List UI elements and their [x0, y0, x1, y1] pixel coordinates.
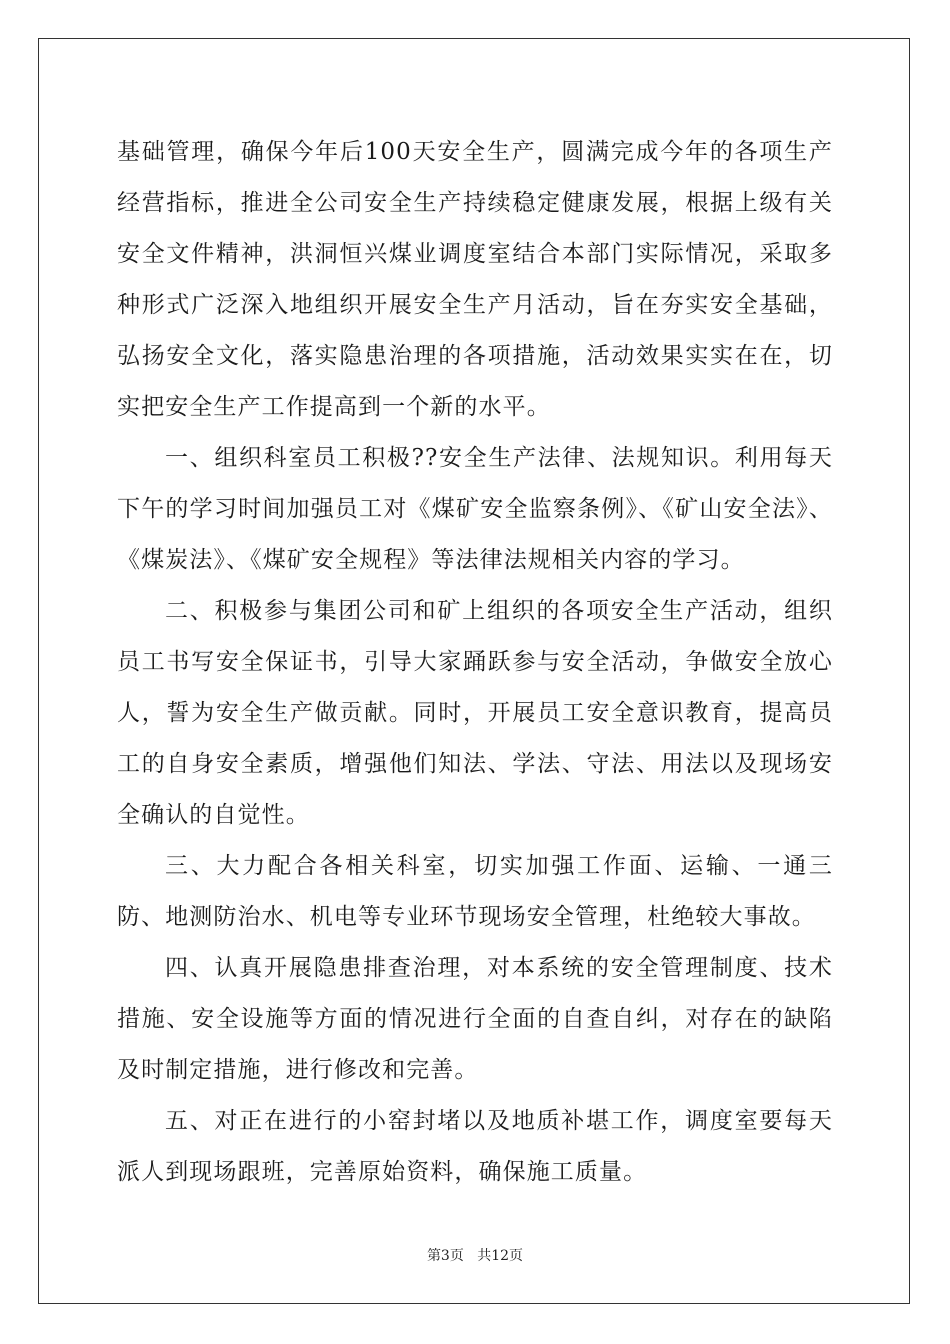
paragraph-6: 五、对正在进行的小窑封堵以及地质补堪工作，调度室要每天派人到现场跟班，完善原始资料，确保施工质量。: [117, 1108, 833, 1185]
total-pages: 共12页: [477, 1248, 524, 1264]
paragraph-3: 二、积极参与集团公司和矿上组织的各项安全生产活动，组织员工书写安全保证书，引导大家踊跃参与安全活动，争做安全放心人，誓为安全生产做贡献。同时，开展员工安全意识教育，提高员工的自身安全素质，增强他们知法、学法、守法、用法以及现场安全确认的自觉性。: [117, 598, 833, 828]
paragraph-1: 基础管理，确保今年后100天安全生产，圆满完成今年的各项生产经营指标，推进全公司安全生产持续稳定健康发展，根据上级有关安全文件精神，洪洞恒兴煤业调度室结合本部门实际情况，采取多种形式广泛深入地组织开展安全生产月活动，旨在夯实安全基础，弘扬安全文化，落实隐患治理的各项措施，活动效果实实在在，切实把安全生产工作提高到一个新的水平。: [117, 139, 833, 420]
page-number: 第3页: [426, 1248, 464, 1264]
paragraph-4: 三、大力配合各相关科室，切实加强工作面、运输、一通三防、地测防治水、机电等专业环节现场安全管理，杜绝较大事故。: [117, 853, 833, 930]
paragraph-5: 四、认真开展隐患排查治理，对本系统的安全管理制度、技术措施、安全设施等方面的情况进行全面的自查自纠，对存在的缺陷及时制定措施，进行修改和完善。: [117, 955, 833, 1083]
paragraph-2: 一、组织科室员工积极??安全生产法律、法规知识。利用每天下午的学习时间加强员工对《煤矿安全监察条例》、《矿山安全法》、《煤炭法》、《煤矿安全规程》等法律法规相关内容的学习。: [117, 445, 833, 573]
page-footer: [0, 1246, 950, 1266]
document-body: [117, 127, 833, 1198]
